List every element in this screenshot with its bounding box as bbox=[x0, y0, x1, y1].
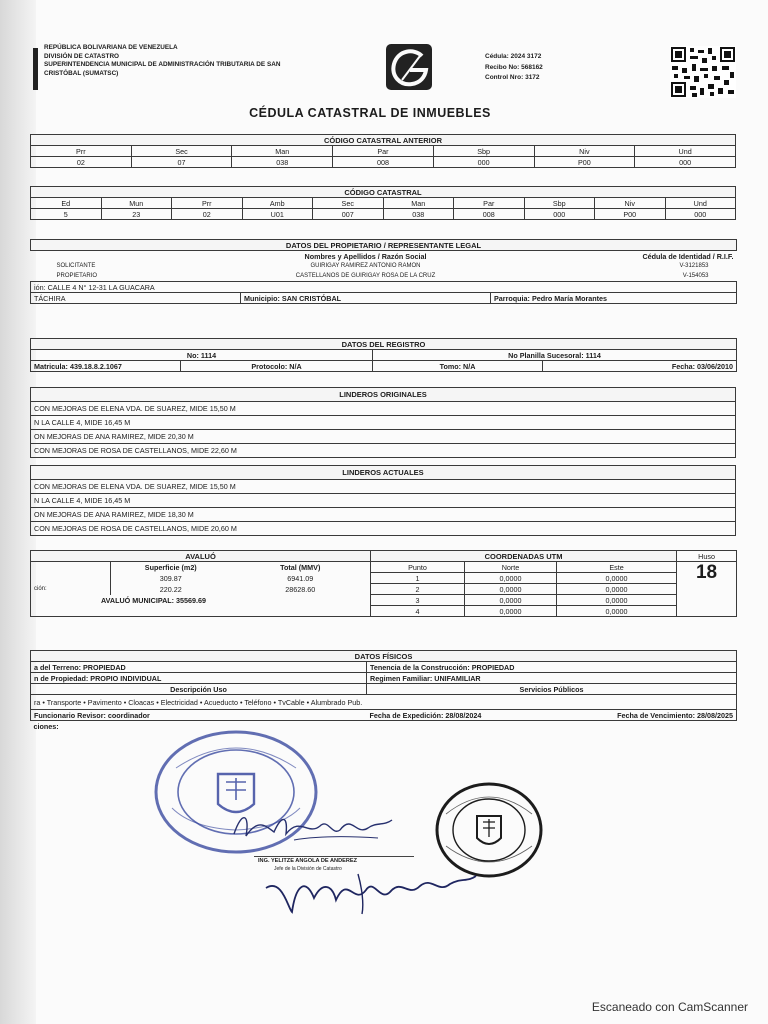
avaluo-heading: AVALUÓ bbox=[31, 551, 371, 562]
code-value: 5 bbox=[31, 209, 102, 220]
lindero-line: N LA CALLE 4, MIDE 16,45 M bbox=[31, 494, 736, 508]
header-line: SUPERINTENDENCIA MUNICIPAL DE ADMINISTRACIÓN TRIBUTARIA DE SAN bbox=[44, 61, 281, 69]
utm-heading: COORDENADAS UTM bbox=[371, 551, 677, 562]
codigo-anterior-table bbox=[30, 134, 736, 168]
institution-header bbox=[44, 44, 280, 78]
code-value: 02 bbox=[172, 209, 243, 220]
receipt-info bbox=[485, 52, 543, 84]
servicios-list: ra • Transporte • Pavimento • Cloacas • Electricidad • Acueducto • Teléfono • TvCable • Alumbrado Pub. bbox=[31, 695, 737, 710]
avaluo-utm-table bbox=[30, 550, 737, 617]
lindero-line: CON MEJORAS DE ELENA VDA. DE SUAREZ, MIDE 15,50 M bbox=[31, 480, 736, 494]
spacer bbox=[31, 606, 371, 617]
utm-col-header: Norte bbox=[465, 562, 557, 573]
descripcion-uso: Descripción Uso bbox=[31, 684, 367, 695]
qr-code bbox=[670, 46, 736, 98]
code-value: 02 bbox=[31, 157, 132, 168]
signer-title: Jefe de la División de Catastro bbox=[274, 866, 342, 872]
cedula-number: Cédula: 2024 3172 bbox=[485, 53, 542, 60]
propietario-table bbox=[30, 239, 737, 304]
spacer bbox=[31, 562, 111, 573]
spacer bbox=[31, 251, 241, 262]
tenencia-terreno: a del Terreno: PROPIEDAD bbox=[31, 662, 367, 673]
section-heading: DATOS DEL PROPIETARIO / REPRESENTANTE LEGAL bbox=[31, 240, 737, 251]
utm-col-header: Este bbox=[557, 562, 677, 573]
huso-value: 18 bbox=[677, 562, 737, 595]
spacer bbox=[677, 595, 737, 606]
code-value: 000 bbox=[524, 209, 595, 220]
code-value: 038 bbox=[232, 157, 333, 168]
linderos-actuales-table bbox=[30, 465, 736, 536]
huso-label: Huso bbox=[677, 551, 737, 562]
lindero-line: ON MEJORAS DE ANA RAMIREZ, MIDE 18,30 M bbox=[31, 508, 736, 522]
utm-este: 0,0000 bbox=[557, 584, 677, 595]
col-header: Prr bbox=[31, 146, 132, 157]
col-header: Sec bbox=[131, 146, 232, 157]
total-value: 6941.09 bbox=[231, 573, 371, 584]
code-value: 038 bbox=[383, 209, 454, 220]
col-header: Niv bbox=[595, 198, 666, 209]
col-header: Mun bbox=[101, 198, 172, 209]
col-header: Man bbox=[383, 198, 454, 209]
camscanner-watermark: Escaneado con CamScanner bbox=[591, 1000, 748, 1014]
owner-name: CASTELLANOS DE GUIRIGAY ROSA DE LA CRUZ bbox=[295, 273, 436, 279]
funcionario-revisor: Funcionario Revisor: coordinador bbox=[31, 710, 367, 721]
total-header: Total (MMV) bbox=[231, 562, 371, 573]
section-heading: LINDEROS ORIGINALES bbox=[31, 388, 736, 402]
col-header: Prr bbox=[172, 198, 243, 209]
signer-name: ING. YELITZE ANGOLA DE ANDEREZ bbox=[258, 858, 358, 864]
utm-este: 0,0000 bbox=[557, 606, 677, 617]
code-value: 000 bbox=[433, 157, 534, 168]
property-parroquia: Parroquia: Pedro María Morantes bbox=[491, 293, 737, 304]
header-line: CRISTÓBAL (SUMATSC) bbox=[44, 69, 119, 77]
col-header: Par bbox=[454, 198, 525, 209]
property-estado: TÁCHIRA bbox=[31, 293, 241, 304]
code-value: 008 bbox=[454, 209, 525, 220]
owner-role: PROPIETARIO bbox=[56, 273, 98, 279]
superficie-value: 309.87 bbox=[159, 573, 182, 583]
section-heading: CÓDIGO CATASTRAL bbox=[31, 187, 736, 198]
signature-mark bbox=[228, 806, 398, 846]
col-header: Ed bbox=[31, 198, 102, 209]
section-heading: LINDEROS ACTUALES bbox=[31, 466, 736, 480]
utm-col-header: Punto bbox=[371, 562, 465, 573]
control-number: Control Nro: 3172 bbox=[485, 74, 540, 81]
registro-fecha: Fecha: 03/06/2010 bbox=[543, 361, 737, 372]
servicios-heading: Servicios Públicos bbox=[367, 684, 737, 695]
utm-norte: 0,0000 bbox=[465, 595, 557, 606]
registro-planilla: No Planilla Sucesoral: 1114 bbox=[373, 350, 737, 361]
superficie-header: Superficie (m2) bbox=[144, 562, 197, 572]
owner-ci: V-3121853 bbox=[679, 263, 709, 269]
col-header: Und bbox=[665, 198, 736, 209]
code-value: 23 bbox=[101, 209, 172, 220]
utm-este: 0,0000 bbox=[557, 595, 677, 606]
regimen-propiedad: n de Propiedad: PROPIO INDIVIDUAL bbox=[31, 673, 367, 684]
code-value: 000 bbox=[665, 209, 736, 220]
code-value: 000 bbox=[635, 157, 736, 168]
nombre-header: Nombres y Apellidos / Razón Social bbox=[304, 251, 427, 261]
signature-mark bbox=[262, 868, 482, 916]
section-heading: DATOS DEL REGISTRO bbox=[31, 339, 737, 350]
institution-logo bbox=[384, 42, 434, 92]
utm-norte: 0,0000 bbox=[465, 573, 557, 584]
recibo-number: Recibo No: 568162 bbox=[485, 63, 543, 71]
owner-ci: V-154053 bbox=[682, 273, 709, 279]
document-title: CÉDULA CATASTRAL DE INMUEBLES bbox=[249, 106, 491, 120]
lindero-line: ON MEJORAS DE ANA RAMIREZ, MIDE 20,30 M bbox=[31, 430, 736, 444]
fecha-vencimiento: Fecha de Vencimiento: 28/08/2025 bbox=[537, 710, 737, 721]
header-bar bbox=[33, 48, 38, 90]
header-line: REPÚBLICA BOLIVARIANA DE VENEZUELA bbox=[44, 44, 178, 51]
registro-table bbox=[30, 338, 737, 372]
header-line: DIVISIÓN DE CATASTRO bbox=[44, 52, 120, 60]
catastro-stamp bbox=[434, 780, 544, 880]
owner-role: SOLICITANTE bbox=[56, 263, 96, 269]
utm-norte: 0,0000 bbox=[465, 606, 557, 617]
code-value: P00 bbox=[534, 157, 635, 168]
code-value: 007 bbox=[313, 209, 384, 220]
utm-punto: 4 bbox=[371, 606, 465, 617]
utm-norte: 0,0000 bbox=[465, 584, 557, 595]
registro-protocolo: Protocolo: N/A bbox=[181, 361, 373, 372]
signature-line bbox=[254, 856, 414, 857]
observaciones: ciones: bbox=[31, 721, 737, 732]
utm-punto: 3 bbox=[371, 595, 465, 606]
col-header: Amb bbox=[242, 198, 313, 209]
col-header: Sbp bbox=[433, 146, 534, 157]
avaluo-row-label bbox=[31, 573, 111, 584]
code-value: P00 bbox=[595, 209, 666, 220]
tenencia-construccion: Tenencia de la Construcción: PROPIEDAD bbox=[367, 662, 737, 673]
registro-no: No: 1114 bbox=[31, 350, 373, 361]
utm-este: 0,0000 bbox=[557, 573, 677, 584]
datos-fisicos-table bbox=[30, 650, 737, 731]
col-header: Und bbox=[635, 146, 736, 157]
property-municipio: Municipio: SAN CRISTÓBAL bbox=[241, 293, 491, 304]
lindero-line: CON MEJORAS DE ELENA VDA. DE SUAREZ, MIDE 15,50 M bbox=[31, 402, 736, 416]
lindero-line: N LA CALLE 4, MIDE 16,45 M bbox=[31, 416, 736, 430]
superficie-value: 220.22 bbox=[159, 584, 182, 594]
section-heading: DATOS FÍSICOS bbox=[31, 651, 737, 662]
fecha-expedicion: Fecha de Expedición: 28/08/2024 bbox=[367, 710, 537, 721]
owner-name: GUIRIGAY RAMIREZ ANTONIO RAMON bbox=[310, 263, 421, 269]
col-header: Par bbox=[333, 146, 434, 157]
code-value: 07 bbox=[131, 157, 232, 168]
regimen-familiar: Regimen Familiar: UNIFAMILIAR bbox=[367, 673, 737, 684]
code-value: U01 bbox=[242, 209, 313, 220]
utm-punto: 1 bbox=[371, 573, 465, 584]
registro-tomo: Tomo: N/A bbox=[373, 361, 543, 372]
registro-matricula: Matricula: 439.18.8.2.1067 bbox=[31, 361, 181, 372]
code-value: 008 bbox=[333, 157, 434, 168]
avaluo-row-label: ción: bbox=[31, 584, 111, 595]
col-header: Man bbox=[232, 146, 333, 157]
col-header: Niv bbox=[534, 146, 635, 157]
codigo-catastral-table bbox=[30, 186, 736, 220]
lindero-line: CON MEJORAS DE ROSA DE CASTELLANOS, MIDE 20,60 M bbox=[31, 522, 736, 536]
total-value: 28628.60 bbox=[231, 584, 371, 595]
lindero-line: CON MEJORAS DE ROSA DE CASTELLANOS, MIDE 22,60 M bbox=[31, 444, 736, 458]
col-header: Sec bbox=[313, 198, 384, 209]
utm-punto: 2 bbox=[371, 584, 465, 595]
avaluo-municipal: AVALUÓ MUNICIPAL: 35569.69 bbox=[31, 595, 371, 606]
col-header: Sbp bbox=[524, 198, 595, 209]
linderos-originales-table bbox=[30, 387, 736, 458]
spacer bbox=[677, 606, 737, 617]
cedula-header: Cédula de Identidad / R.I.F. bbox=[642, 251, 734, 261]
section-heading: CÓDIGO CATASTRAL ANTERIOR bbox=[31, 135, 736, 146]
property-address: ión: CALLE 4 N° 12-31 LA GUACARA bbox=[31, 282, 737, 293]
